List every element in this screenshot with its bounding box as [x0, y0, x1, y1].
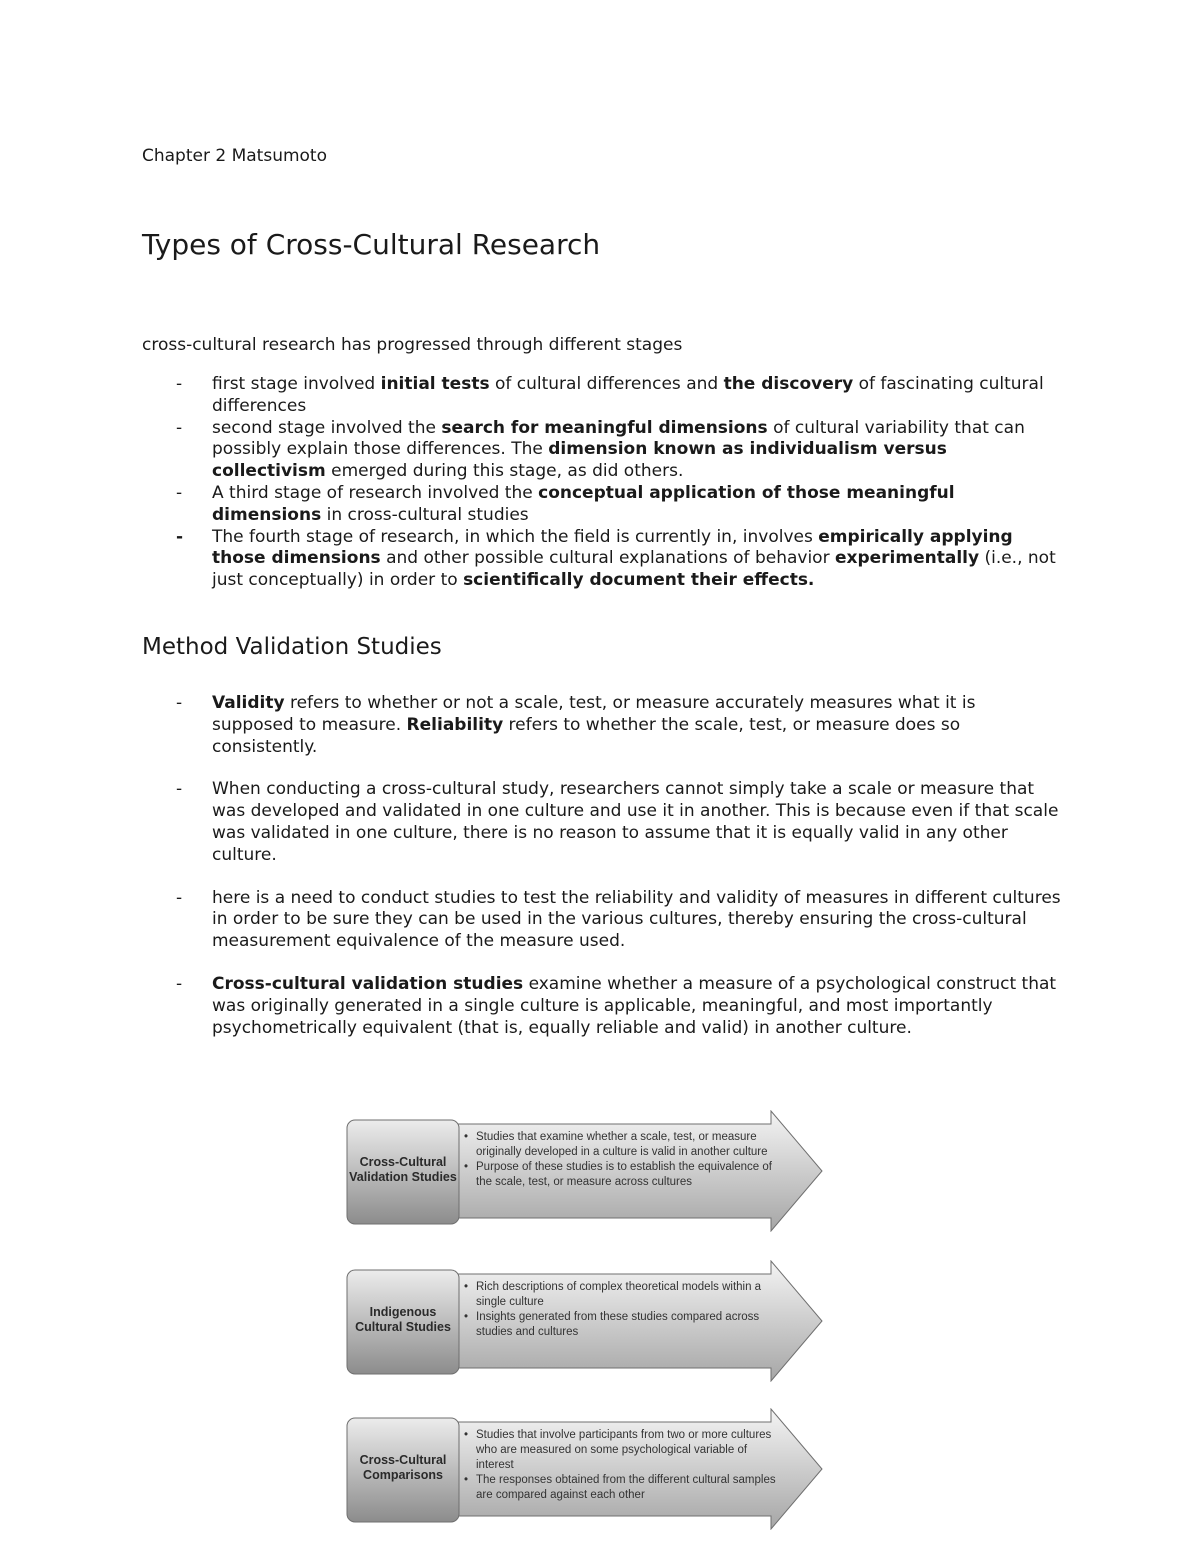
text-run: of cultural variability that can possibly explain those differences. The: [212, 417, 1025, 460]
bold-text: Validity: [212, 693, 285, 713]
diagram-row: [346, 1110, 826, 1232]
diagram-point: • Rich descriptions of complex theoretical models within a single culture: [464, 1280, 784, 1310]
bold-text: scientifically document their effects.: [463, 570, 815, 591]
validation-list: [142, 693, 1062, 1060]
stages-list: [142, 374, 1062, 592]
bold-text: search for meaningful dimensions: [441, 417, 768, 438]
section-heading-types: Types of Cross-Cultural Research: [142, 228, 601, 261]
document-header: Chapter 2 Matsumoto: [142, 146, 327, 166]
bullet-item: [142, 374, 1062, 418]
bullet-item: [142, 483, 1062, 527]
diagram-row-label: Cross-Cultural Validation Studies: [349, 1155, 457, 1184]
diagram-row: [346, 1260, 826, 1382]
diagram-point: • Studies that involve participants from two or more cultures who are measured on some psychological variable of interest: [464, 1428, 784, 1473]
bullet-dash: -: [176, 526, 184, 547]
diagram-row-points: [464, 1130, 784, 1190]
bullet-item: [142, 527, 1062, 592]
text-run: second stage involved the: [212, 417, 442, 438]
diagram-point: • The responses obtained from the different cultural samples are compared against each other: [464, 1473, 784, 1503]
bold-text: experimentally: [834, 548, 980, 569]
diagram-row-points: [464, 1280, 784, 1340]
text-run: emerged during this stage, as did others.: [325, 461, 684, 482]
text-run: of fascinating cultural differences: [212, 374, 1044, 416]
bullet-item: [142, 693, 1062, 758]
bullet-dash: -: [176, 779, 183, 800]
diagram-row-label: Indigenous Cultural Studies: [355, 1305, 451, 1334]
diagram-row-points: [464, 1428, 784, 1503]
diagram-row-label: Cross-Cultural Comparisons: [359, 1453, 447, 1482]
text-run: of cultural differences and: [489, 374, 724, 394]
diagram-point: • Studies that examine whether a scale, test, or measure originally developed in a culture is valid in another culture: [464, 1130, 784, 1160]
bold-text: conceptual application of those meaningful dimensions: [212, 482, 955, 525]
bullet-dash: -: [176, 887, 183, 908]
bold-text: Reliability: [406, 714, 504, 735]
text-run: A third stage of research involved the: [212, 482, 539, 503]
text-run: in cross-cultural studies: [321, 504, 529, 525]
bullet-item: [142, 888, 1062, 953]
bold-text: initial tests: [380, 374, 490, 394]
research-types-diagram: [346, 1110, 826, 1530]
diagram-point: • Insights generated from these studies compared across studies and cultures: [464, 1310, 784, 1340]
text-run: here is a need to conduct studies to test the reliability and validity of measures in different cultures in order to be sure they can be used in the various cultures, thereby ensuring the cross-cultural measurement equivalence of the measure used.: [212, 887, 1061, 952]
bullet-dash: -: [176, 374, 183, 394]
intro-paragraph: cross-cultural research has progressed through different stages: [142, 335, 683, 355]
bullet-dash: -: [176, 417, 183, 438]
text-run: examine whether a measure of a psychological construct that was originally generated in a single culture is applicable, meaningful, and most importantly psychometrically equivalent (that is, equally reliable and valid) in another culture.: [212, 973, 1057, 1038]
bullet-dash: -: [176, 973, 183, 994]
bold-text: Cross-cultural validation studies: [212, 973, 524, 994]
diagram-point: • Purpose of these studies is to establish the equivalence of the scale, test, or measure across cultures: [464, 1160, 784, 1190]
bullet-dash: -: [176, 693, 183, 713]
bullet-item: [142, 779, 1062, 866]
diagram-row: [346, 1408, 826, 1530]
bold-text: the discovery: [723, 374, 854, 394]
bullet-item: [142, 418, 1062, 483]
bold-text: empirically applying those dimensions: [212, 526, 1013, 569]
section-heading-method-validation: Method Validation Studies: [142, 634, 442, 660]
text-run: refers to whether the scale, test, or measure does so consistently.: [212, 714, 961, 757]
text-run: and other possible cultural explanations of behavior: [380, 548, 835, 569]
text-run: When conducting a cross-cultural study, researchers cannot simply take a scale or measure that was developed and validated in one culture and use it in another. This is because even if that scale was validated in one culture, there is no reason to assume that it is equally valid in any other culture.: [212, 779, 1059, 865]
bullet-dash: -: [176, 482, 183, 503]
text-run: (i.e., not just conceptually) in order to: [212, 548, 1056, 591]
bullet-item: [142, 974, 1062, 1039]
bold-text: dimension known as individualism versus collectivism: [212, 439, 947, 482]
text-run: first stage involved: [212, 374, 381, 394]
text-run: The fourth stage of research, in which the field is currently in, involves: [212, 526, 819, 547]
text-run: refers to whether or not a scale, test, or measure accurately measures what it is supposed to measure.: [212, 693, 976, 735]
